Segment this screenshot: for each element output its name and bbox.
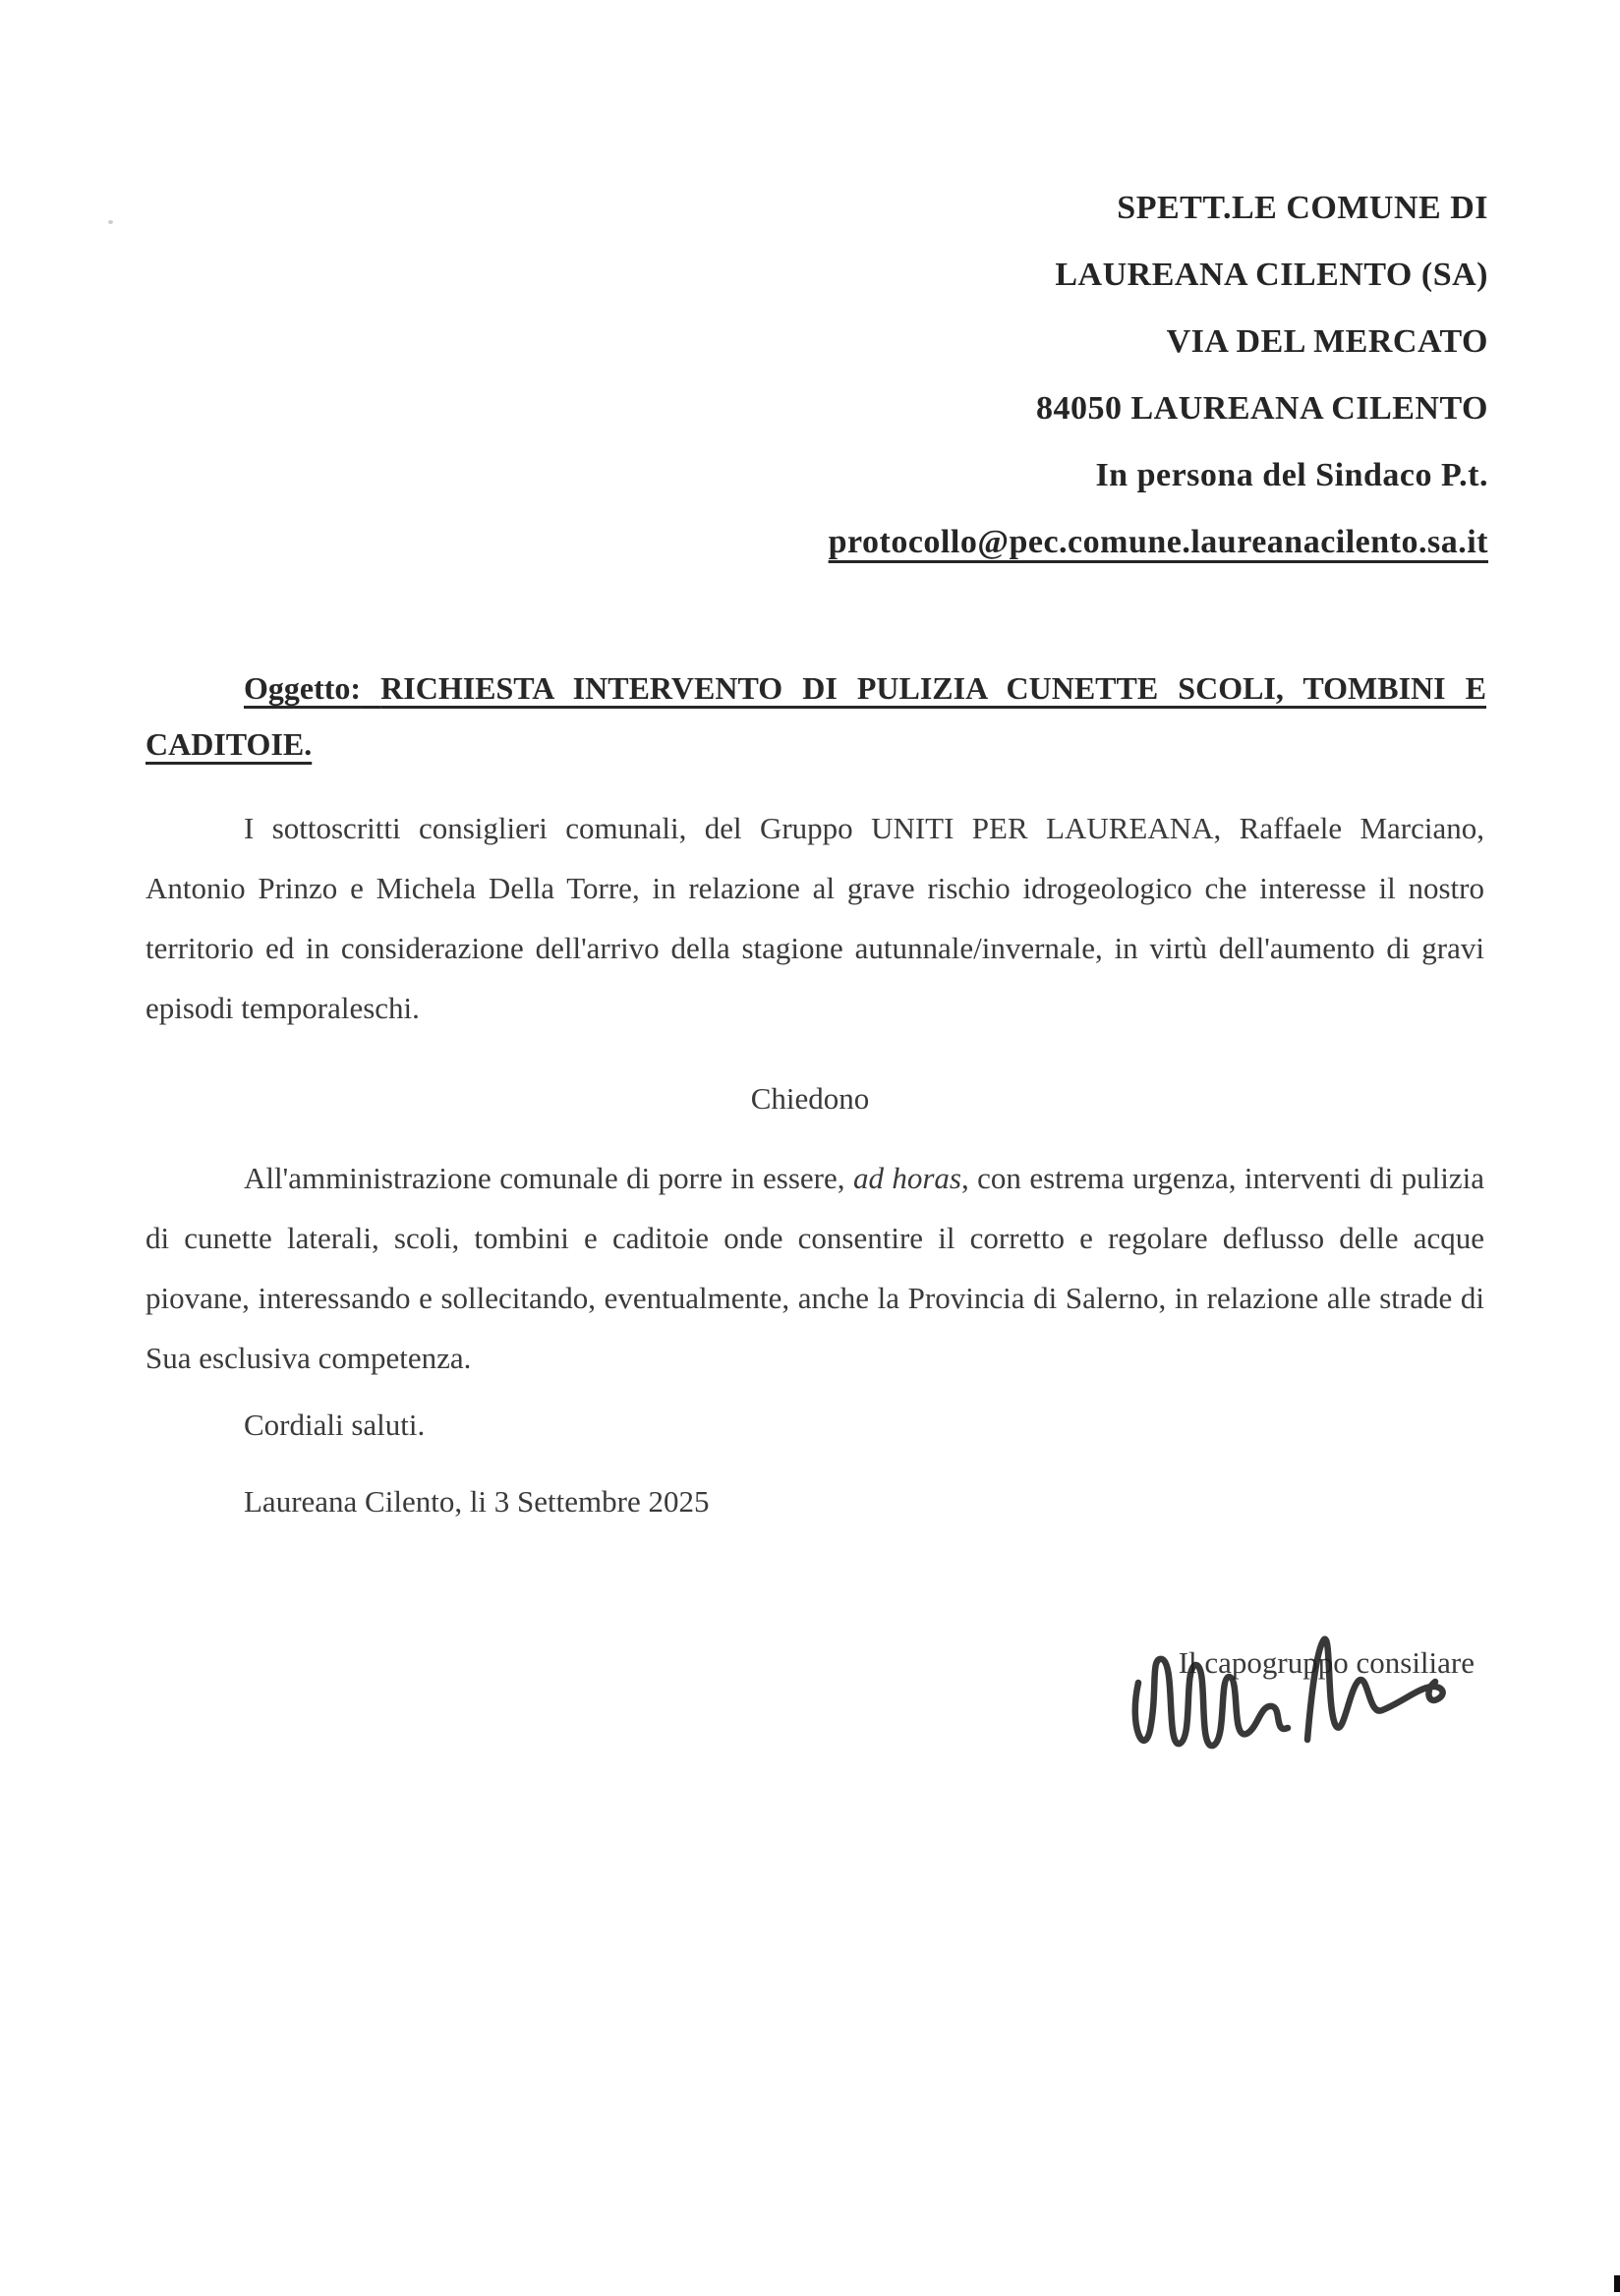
dateline: Laureana Cilento, li 3 Settembre 2025 (244, 1484, 710, 1519)
request-text-latin-phrase: ad horas (852, 1161, 961, 1195)
recipient-line: 84050 LAUREANA CILENTO (1035, 390, 1488, 427)
recipient-block (393, 175, 1488, 576)
scan-speck (108, 220, 113, 224)
subject-text: RICHIESTA INTERVENTO DI PULIZIA CUNETTE SCOLI, TOMBINI E CADITOIE. (145, 670, 1487, 762)
recipient-line: LAUREANA CILENTO (SA) (1055, 257, 1488, 293)
recipient-line: SPETT.LE COMUNE DI (1117, 190, 1488, 226)
paragraph-intro: I sottoscritti consiglieri comunali, del Gruppo UNITI PER LAUREANA, Raffaele Marciano, Antonio Prinzo e Michela Della Torre, in relazione al grave rischio idrogeologico che interesse il nostro territorio ed in considerazione dell'arrivo della stagione autunnale/invernale, in virtù dell'aumento di gravi episodi temporaleschi. (145, 811, 1484, 1025)
recipient-line: In persona del Sindaco P.t. (1095, 457, 1488, 493)
chiedono-heading: Chiedono (750, 1081, 870, 1116)
closing-salutation: Cordiali saluti. (244, 1407, 426, 1442)
signature-role: Il capogruppo consiliare (1178, 1645, 1475, 1680)
signature-block (1121, 1639, 1475, 1797)
request-text-post: , con estrema urgenza, interventi di pulizia di cunette laterali, scoli, tombini e caditoie onde consentire il corretto e regolare deflusso delle acque piovane, interessando e sollecitando, eventualmente, anche la Provincia di Salerno, in relazione alle strade di Sua esclusiva competenza. (145, 1161, 1484, 1375)
recipient-line: VIA DEL MERCATO (1166, 323, 1488, 360)
subject-label: Oggetto: (244, 670, 362, 706)
scan-artifact-mark (1614, 2275, 1620, 2292)
request-text-pre: All'amministrazione comunale di porre in essere, (244, 1161, 853, 1195)
paragraph-request (145, 1148, 1484, 1388)
recipient-email: protocollo@pec.comune.laureanacilento.sa.it (828, 524, 1488, 560)
subject-line (145, 660, 1486, 773)
